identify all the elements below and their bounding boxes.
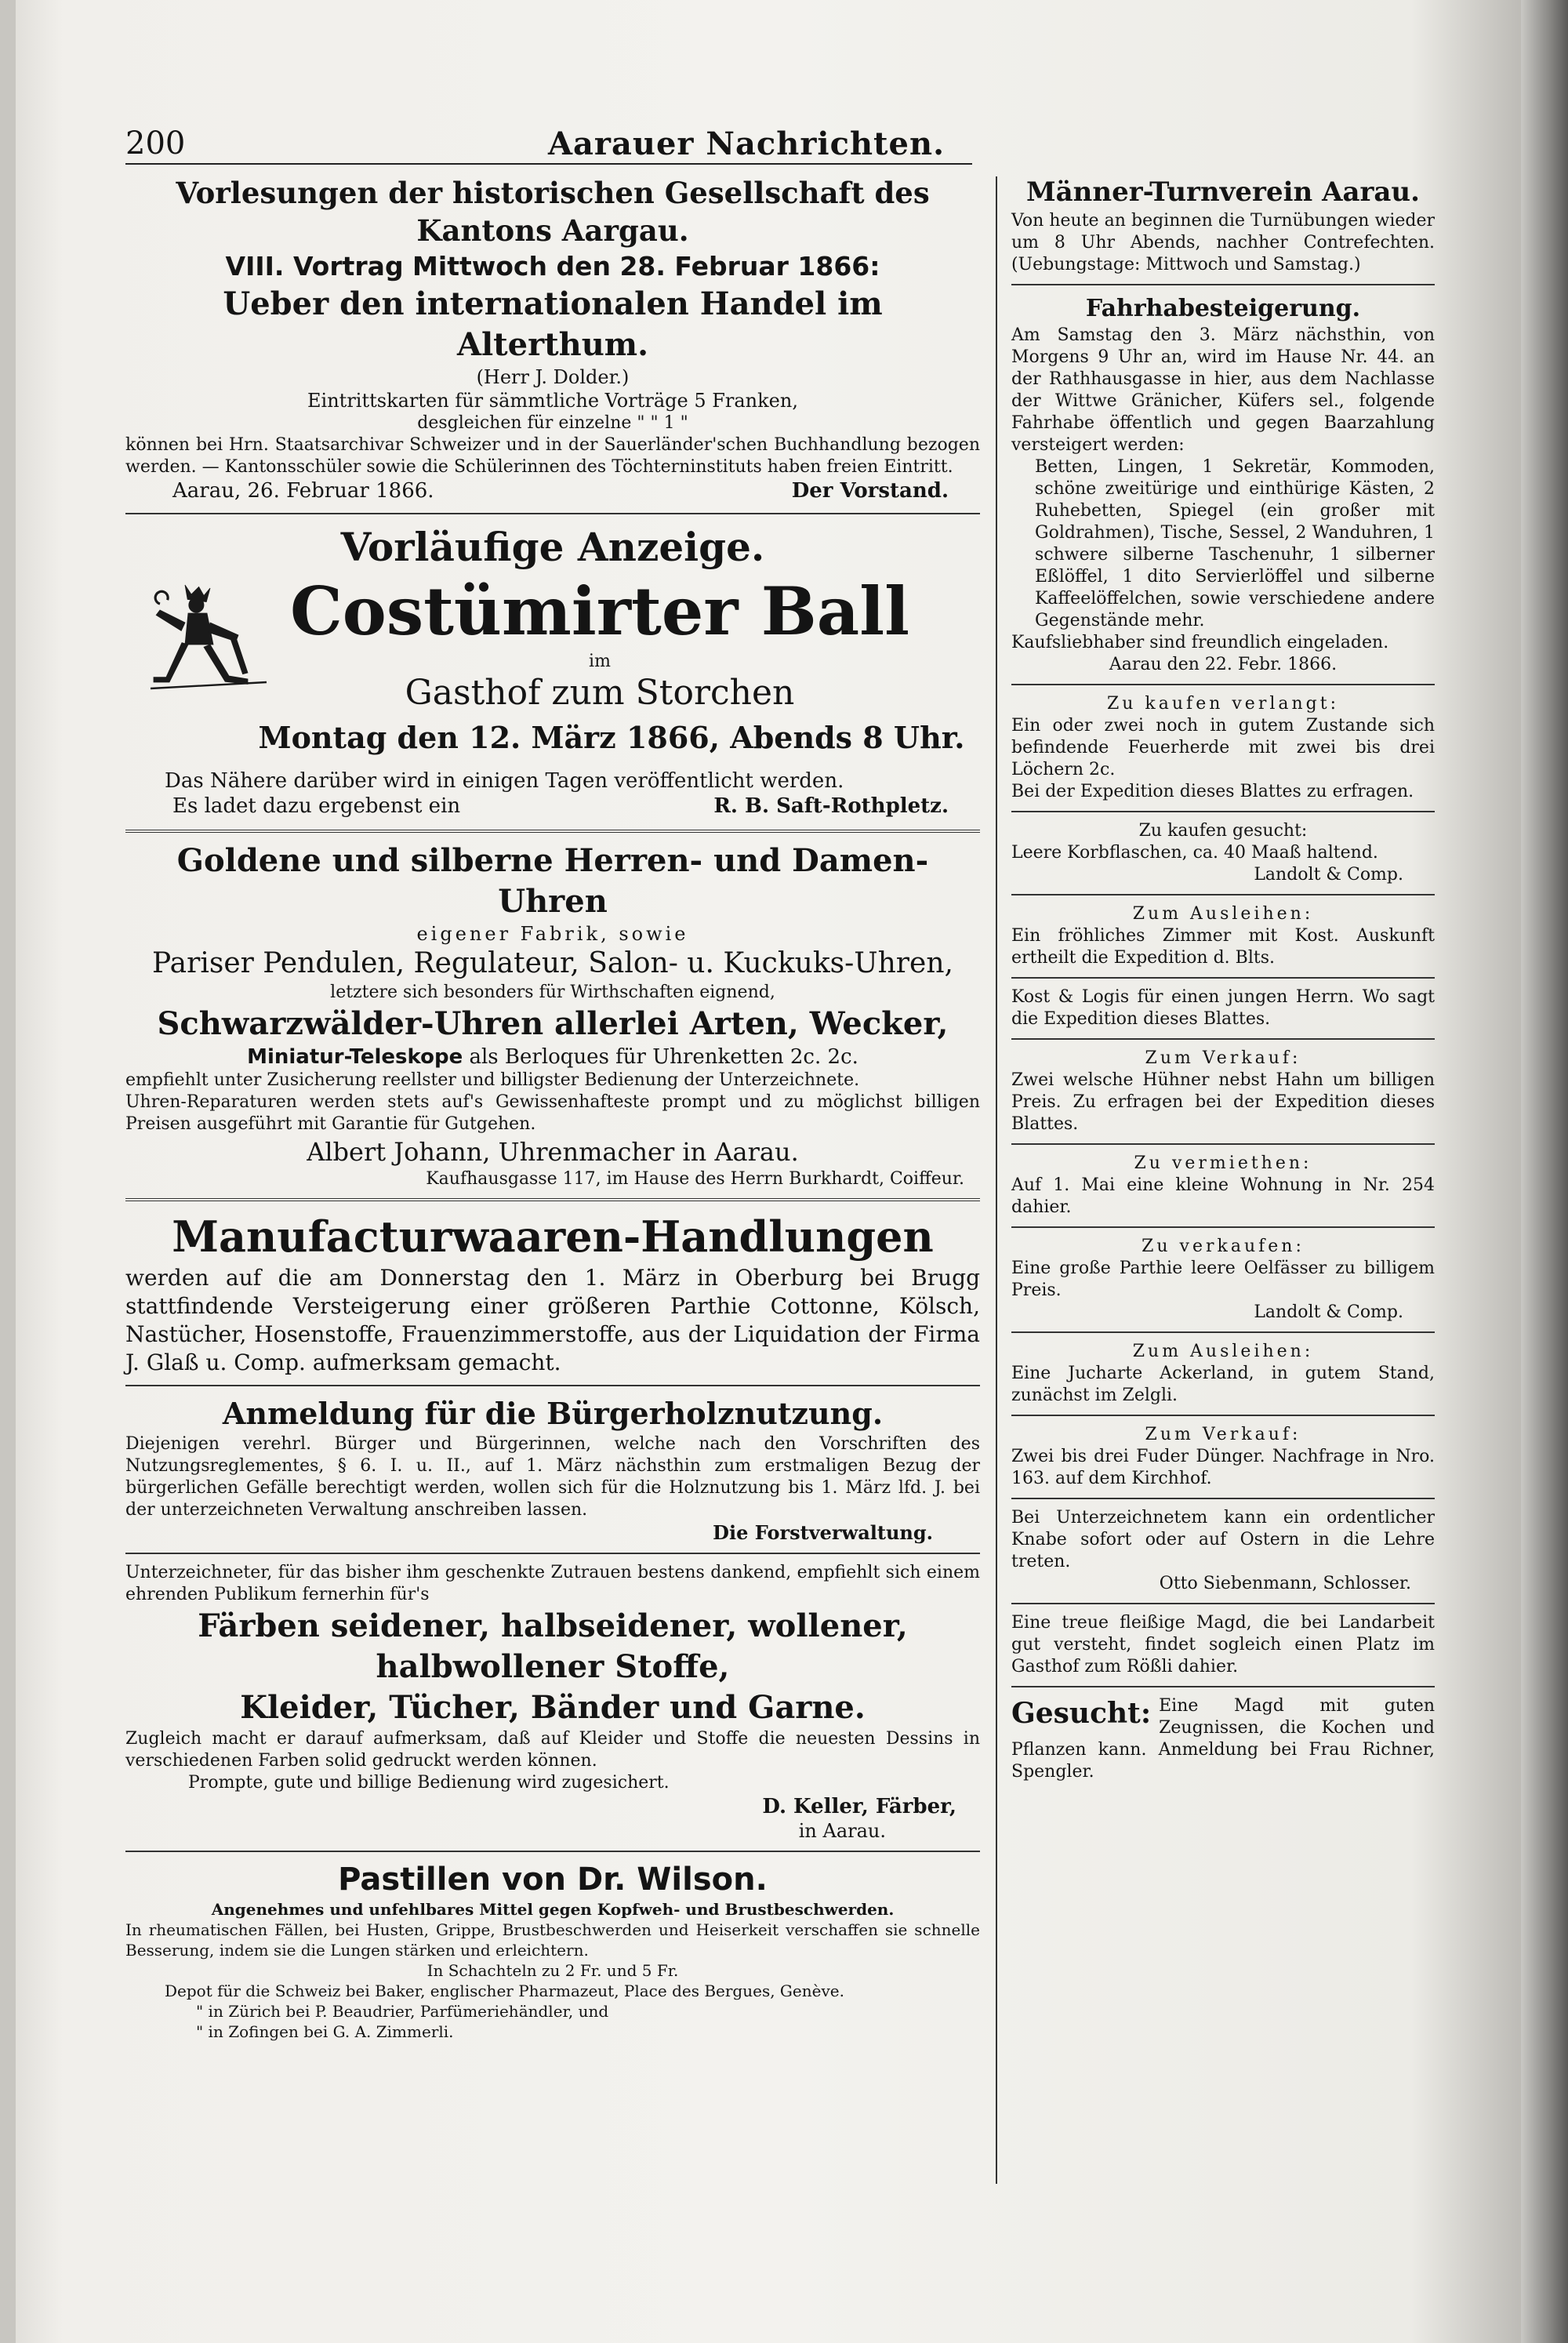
ausleihen1-ad bbox=[1011, 903, 1435, 969]
divider bbox=[125, 513, 980, 514]
turnverein-title: Männer-Turnverein Aarau. bbox=[1026, 176, 1420, 208]
ball-invite: Es ladet dazu ergebenst ein bbox=[172, 794, 461, 818]
divider bbox=[1011, 1603, 1435, 1604]
lectures-title: Vorlesungen der historischen Gesellschaft des Kantons Aargau. bbox=[176, 176, 930, 248]
watches-address: Kaufhausgasse 117, im Hause des Herrn Burkhardt, Coiffeur. bbox=[426, 1169, 964, 1189]
lectures-body: können bei Hrn. Staatsarchivar Schweizer und in der Sauerländer'schen Buchhandlung bezogen werden. — Kantonsschüler sowie die Schülerinnen des Töchterninstituts haben freien Eintritt. bbox=[125, 435, 980, 477]
fahrhabe-ad bbox=[1011, 293, 1435, 676]
faerber-body: Zugleich macht er darauf aufmerksam, daß auf Kleider und Stoffe die neuesten Dessins in verschiedenen Farben solid gedruckt werden können. bbox=[125, 1729, 980, 1771]
watches-line5: empfiehlt unter Zusicherung reellster und billigster Bedienung der Unterzeichnete. bbox=[125, 1070, 860, 1090]
faerber-ad bbox=[125, 1562, 980, 1843]
holz-ad bbox=[125, 1394, 980, 1545]
verkaufen-body: Eine große Parthie leere Oelfässer zu billigem Preis. bbox=[1011, 1259, 1435, 1300]
divider bbox=[1011, 1686, 1435, 1687]
lectures-speaker: (Herr J. Dolder.) bbox=[476, 366, 630, 388]
manufactur-body: werden auf die am Donnerstag den 1. März in Oberburg bei Brugg stattfindende Versteigerung einer größeren Parthie Cottonne, Kölsch, Nastücher, Hosenstoffe, Frauenzimmerstoffe, aus der Liquidation der Firma J. Glaß u. Comp. aufmerksam gemacht. bbox=[125, 1265, 980, 1375]
divider bbox=[1011, 977, 1435, 979]
holz-signature: Die Forstverwaltung. bbox=[713, 1521, 933, 1544]
kost-body: Kost & Logis für einen jungen Herrn. Wo sagt die Expedition dieses Blattes. bbox=[1011, 987, 1435, 1029]
fahrhabe-body: Am Samstag den 3. März nächsthin, von Morgens 9 Uhr an, wird im Hause Nr. 44. an der Rathhausgasse in hier, aus dem Nachlasse der Wittwe Gränicher, Küfers sel., folgende Fahrhabe öffentlich und gegen Baarzahlung versteigert werden: bbox=[1011, 325, 1435, 455]
divider bbox=[1011, 1498, 1435, 1499]
divider bbox=[1011, 811, 1435, 812]
pastillen-ad bbox=[125, 1860, 980, 2042]
column-divider bbox=[996, 176, 997, 2184]
divider bbox=[1011, 1415, 1435, 1416]
turnverein-ad bbox=[1011, 174, 1435, 276]
lectures-line1: Eintrittskarten für sämmtliche Vorträge 5 Franken, bbox=[307, 390, 798, 412]
divider bbox=[1011, 1226, 1435, 1228]
watches-ad bbox=[125, 841, 980, 1190]
divider bbox=[125, 830, 980, 833]
vermiethen-body: Auf 1. Mai eine kleine Wohnung in Nr. 254 dahier. bbox=[1011, 1175, 1435, 1217]
divider bbox=[125, 1198, 980, 1201]
page-number: 200 bbox=[125, 125, 186, 162]
fahrhabe-closing: Kaufsliebhaber sind freundlich eingeladen. bbox=[1011, 633, 1389, 652]
lectures-signature: Der Vorstand. bbox=[791, 479, 949, 503]
knabe-body: Bei Unterzeichnetem kann ein ordentlicher Knabe sofort oder auf Ostern in die Lehre treten. bbox=[1011, 1508, 1435, 1571]
ball-notice: Vorläufige Anzeige. bbox=[340, 524, 765, 570]
lectures-date: Aarau, 26. Februar 1866. bbox=[172, 479, 434, 503]
verkauf1-ad bbox=[1011, 1048, 1435, 1135]
magd-body: Eine treue fleißige Magd, die bei Landarbeit gut versteht, findet sogleich einen Platz im Gasthof zum Rößli dahier. bbox=[1011, 1613, 1435, 1676]
ball-footer bbox=[125, 794, 980, 822]
vermiethen-ad bbox=[1011, 1153, 1435, 1219]
kaufen2-signature: Landolt & Comp. bbox=[1254, 865, 1403, 885]
fahrhabe-title: Fahrhabesteigerung. bbox=[1085, 295, 1361, 322]
divider bbox=[1011, 1038, 1435, 1040]
faerber-place: in Aarau. bbox=[798, 1820, 886, 1842]
divider bbox=[1011, 684, 1435, 685]
knabe-signature: Otto Siebenmann, Schlosser. bbox=[1159, 1574, 1411, 1593]
ausleihen1-body: Ein fröhliches Zimmer mit Kost. Auskunft ertheilt die Expedition d. Blts. bbox=[1011, 926, 1435, 968]
pastillen-body: In rheumatischen Fällen, bei Husten, Grippe, Brustbeschwerden und Heiserkeit verschaffen sie schnelle Besserung, indem sie die Lungen stärken und erleichtern. bbox=[125, 1920, 980, 1960]
holz-title: Anmeldung für die Bürgerholznutzung. bbox=[222, 1396, 884, 1431]
watches-line1: Pariser Pendulen, Regulateur, Salon- u. Kuckuks-Uhren, bbox=[152, 947, 953, 979]
verkauf1-title: Zum Verkauf: bbox=[1145, 1048, 1301, 1068]
page-binding-edge bbox=[0, 0, 16, 2343]
ball-title: Costümirter Ball bbox=[289, 572, 910, 650]
watches-title: Goldene und silberne Herren- und Damen-Uhren bbox=[176, 842, 929, 920]
divider bbox=[1011, 284, 1435, 285]
verkauf2-body: Zwei bis drei Fuder Dünger. Nachfrage in Nro. 163. auf dem Kirchhof. bbox=[1011, 1447, 1435, 1488]
teleskope-label: Miniatur-Teleskope bbox=[247, 1045, 463, 1069]
kaufen1-title: Zu kaufen verlangt: bbox=[1106, 694, 1339, 714]
kaufen2-body: Leere Korbflaschen, ca. 40 Maaß haltend. bbox=[1011, 843, 1378, 863]
verkaufen-signature: Landolt & Comp. bbox=[1254, 1302, 1403, 1322]
lectures-topic: Ueber den internationalen Handel im Alterthum. bbox=[223, 285, 883, 363]
left-column bbox=[125, 171, 980, 2042]
pastillen-price: In Schachteln zu 2 Fr. und 5 Fr. bbox=[426, 1961, 679, 1980]
divider bbox=[1011, 1331, 1435, 1333]
faerber-signature: D. Keller, Färber, bbox=[762, 1795, 956, 1818]
vermiethen-title: Zu vermiethen: bbox=[1134, 1153, 1312, 1173]
ausleihen2-ad bbox=[1011, 1341, 1435, 1407]
faerber-title2: Kleider, Tücher, Bänder und Garne. bbox=[240, 1689, 866, 1726]
ball-im: im bbox=[589, 652, 611, 671]
verkauf2-ad bbox=[1011, 1424, 1435, 1490]
divider bbox=[1011, 1143, 1435, 1145]
divider bbox=[125, 1851, 980, 1852]
holz-body: Diejenigen verehrl. Bürger und Bürgerinnen, welche nach den Vorschriften des Nutzungsreglementes, § 6. I. u. II., auf 1. März nächsthin zum erstmaligen Bezug der bürgerlichen Gefälle berechtigt werden, wollen sich für die Holznutzung bis 1. März lfd. J. bei der unterzeichneten Verwaltung anschreiben lassen. bbox=[125, 1434, 980, 1520]
lectures-subtitle: VIII. Vortrag Mittwoch den 28. Februar 1866: bbox=[225, 251, 880, 282]
ball-signature: R. B. Saft-Rothpletz. bbox=[713, 794, 949, 818]
ball-venue: Gasthof zum Storchen bbox=[405, 673, 795, 713]
manufactur-ad bbox=[125, 1209, 980, 1377]
verkaufen-ad bbox=[1011, 1236, 1435, 1324]
manufactur-title: Manufacturwaaren-Handlungen bbox=[172, 1211, 934, 1262]
verkauf1-body: Zwei welsche Hühner nebst Hahn um billigen Preis. Zu erfragen bei der Expedition dieses Blattes. bbox=[1011, 1070, 1435, 1134]
pastillen-depot2: " in Zürich bei P. Beaudrier, Parfümeriehändler, und bbox=[196, 2002, 609, 2021]
verkauf2-title: Zum Verkauf: bbox=[1145, 1425, 1301, 1444]
ball-body bbox=[125, 572, 980, 768]
page-shadow-edge bbox=[1521, 0, 1568, 2343]
ausleihen2-body: Eine Jucharte Ackerland, in gutem Stand, zunächst im Zelgli. bbox=[1011, 1364, 1435, 1405]
kaufen1-ad bbox=[1011, 693, 1435, 803]
page-header bbox=[125, 125, 945, 165]
pastillen-lead: Angenehmes und unfehlbares Mittel gegen Kopfweh- und Brustbeschwerden. bbox=[211, 1900, 895, 1919]
ausleihen2-title: Zum Ausleihen: bbox=[1132, 1342, 1314, 1361]
divider bbox=[125, 1553, 980, 1554]
turnverein-body: Von heute an beginnen die Turnübungen wieder um 8 Uhr Abends, nachher Contrefechten. (Uebungstage: Mittwoch und Samstag.) bbox=[1011, 211, 1435, 274]
ausleihen1-title: Zum Ausleihen: bbox=[1132, 904, 1314, 924]
right-column bbox=[1011, 171, 1435, 1783]
faerber-intro: Unterzeichneter, für das bisher ihm geschenkte Zutrauen bestens dankend, empfiehlt sich einem ehrenden Publikum fernerhin für's bbox=[125, 1563, 980, 1604]
paper-title: Aarauer Nachrichten. bbox=[547, 125, 945, 162]
teleskope-text: als Berloques für Uhrenketten 2c. 2c. bbox=[463, 1045, 858, 1069]
fahrhabe-date: Aarau den 22. Febr. 1866. bbox=[1109, 655, 1338, 674]
watches-line2: letztere sich besonders für Wirthschaften eignend, bbox=[330, 983, 775, 1002]
verkaufen-title: Zu verkaufen: bbox=[1142, 1237, 1305, 1256]
watches-signature: Albert Johann, Uhrenmacher in Aarau. bbox=[307, 1137, 799, 1167]
kaufen1-body: Ein oder zwei noch in gutem Zustande sich befindende Feuerherde mit zwei bis drei Löchern 2c. bbox=[1011, 716, 1435, 779]
watches-line3: Schwarzwälder-Uhren allerlei Arten, Wecker, bbox=[157, 1005, 949, 1042]
divider bbox=[125, 1385, 980, 1386]
divider bbox=[1011, 894, 1435, 895]
watches-sub: eigener Fabrik, sowie bbox=[416, 923, 689, 945]
pastillen-title: Pastillen von Dr. Wilson. bbox=[338, 1862, 768, 1898]
header-rule bbox=[125, 163, 972, 165]
watches-line4 bbox=[125, 1044, 980, 1070]
ball-ad bbox=[125, 522, 980, 822]
lectures-ad bbox=[125, 174, 980, 505]
kaufen2-ad bbox=[1011, 820, 1435, 886]
watches-line6: Uhren-Reparaturen werden stets auf's Gewissenhafteste prompt und zu möglichst billigen Preisen ausgeführt mit Garantie für Gutgehen. bbox=[125, 1092, 980, 1134]
kaufen2-title: Zu kaufen gesucht: bbox=[1138, 821, 1308, 841]
fahrhabe-items: Betten, Lingen, 1 Sekretär, Kommoden, schöne zweitürige und einthürige Kästen, 2 Ruhebetten, Spiegel (ein großer mit Goldrahmen), Tische, Sessel, 2 Wanduhren, 1 schwere silberne Taschenuhr, 1 silberner Eßlöffel, 1 dito Servierlöffel und silberne Kaffeelöffelchen, sowie verschiedene andere Gegenstände mehr. bbox=[1035, 457, 1435, 630]
gesucht-label: Gesucht: bbox=[1011, 1697, 1152, 1730]
magd-ad bbox=[1011, 1612, 1435, 1678]
gesucht-body: Eine Magd mit guten Zeugnissen, die Kochen und Pflanzen kann. Anmeldung bei Frau Richner, Spengler. bbox=[1011, 1696, 1435, 1782]
faerber-body2: Prompte, gute und billige Bedienung wird zugesichert. bbox=[188, 1773, 670, 1793]
lectures-footer bbox=[125, 478, 980, 505]
ball-more: Das Nähere darüber wird in einigen Tagen veröffentlicht werden. bbox=[165, 769, 844, 793]
kost-ad bbox=[1011, 986, 1435, 1030]
lectures-line2: desgleichen für einzelne " " 1 " bbox=[417, 413, 688, 433]
knabe-ad bbox=[1011, 1507, 1435, 1595]
gesucht-ad bbox=[1011, 1695, 1435, 1783]
kaufen1-body2: Bei der Expedition dieses Blattes zu erfragen. bbox=[1011, 782, 1414, 801]
ball-date: Montag den 12. März 1866, Abends 8 Uhr. bbox=[258, 720, 965, 755]
pastillen-depot3: " in Zofingen bei G. A. Zimmerli. bbox=[196, 2022, 454, 2041]
faerber-title1: Färben seidener, halbseidener, wollener, halbwollener Stoffe, bbox=[198, 1607, 908, 1685]
pastillen-depot1: Depot für die Schweiz bei Baker, englischer Pharmazeut, Place des Bergues, Genève. bbox=[165, 1982, 844, 2000]
